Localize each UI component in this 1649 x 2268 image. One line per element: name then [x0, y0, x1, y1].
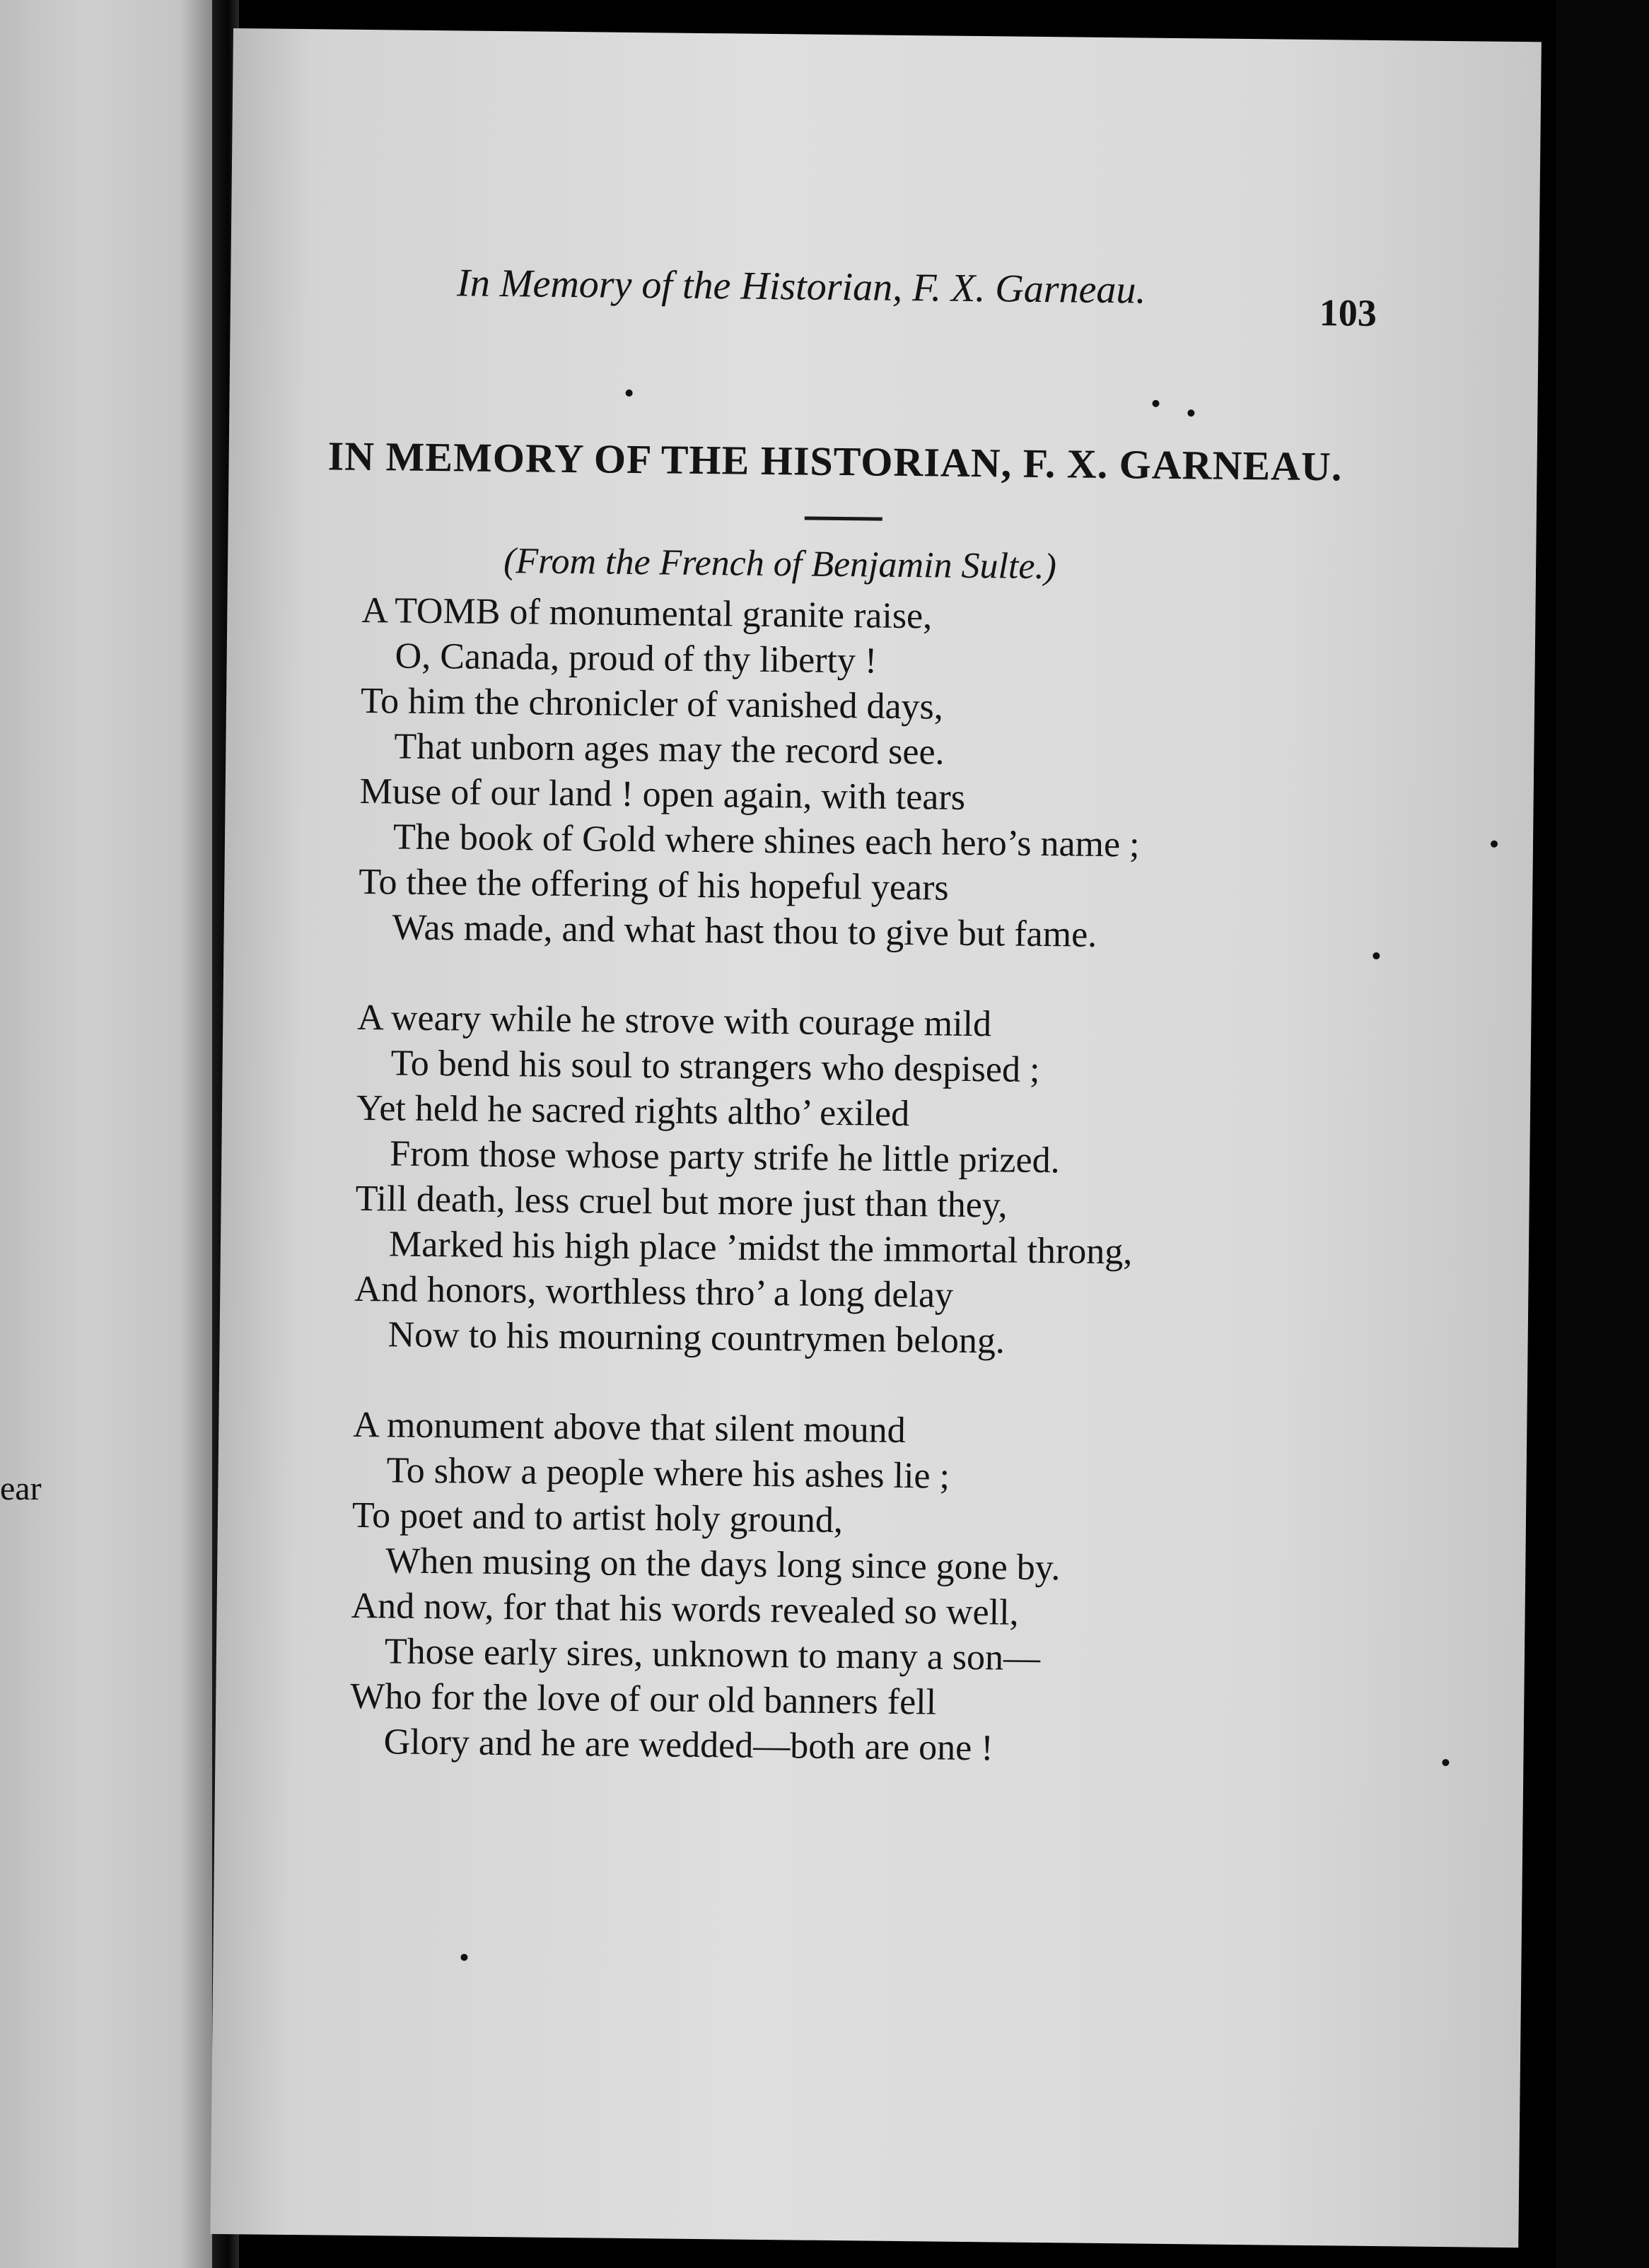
poem-line: O, Canada, proud of thy liberty ! — [395, 636, 878, 682]
poem-line: Till death, less cruel but more just than they, — [355, 1178, 1008, 1226]
poem-line: To thee the offering of his hopeful years — [359, 861, 949, 908]
poem-line: Was made, and what hast thou to give but fame. — [392, 907, 1097, 955]
ink-speck — [1491, 841, 1498, 848]
scan-border — [1556, 0, 1649, 2268]
ink-speck — [1152, 400, 1159, 407]
book-page — [210, 28, 1542, 2247]
poem-line: Glory and he are wedded—both are one ! — [383, 1722, 994, 1769]
poem-line: To show a people where his ashes lie ; — [386, 1450, 950, 1497]
poem-line: Now to his mourning countrymen belong. — [388, 1314, 1006, 1362]
ink-speck — [460, 1954, 467, 1961]
facing-page — [0, 0, 212, 2268]
poem-line: Who for the love of our old banners fell — [350, 1676, 937, 1723]
ink-speck — [1442, 1759, 1449, 1766]
title-rule — [805, 516, 882, 520]
poem-line: And now, for that his words revealed so well, — [351, 1585, 1019, 1633]
poem-line: From those whose party strife he little prized. — [390, 1133, 1060, 1181]
poem-line: A TOMB of monumental granite raise, — [361, 590, 933, 637]
poem-line: Muse of our land ! open again, with tears — [359, 771, 966, 818]
running-head: In Memory of the Historian, F. X. Garneau. — [456, 261, 1146, 312]
poem-line: Those early sires, unknown to many a son— — [384, 1631, 1041, 1679]
poem-line: That unborn ages may the record see. — [394, 726, 945, 773]
poem-body — [349, 588, 1352, 1820]
ink-speck — [1373, 952, 1380, 959]
poem-line: A monument above that silent mound — [353, 1404, 906, 1451]
poem-line: To poet and to artist holy ground, — [351, 1495, 844, 1541]
facing-page-text-fragment: ear — [0, 1470, 42, 1507]
poem-line: To bend his soul to strangers who despised ; — [390, 1043, 1040, 1091]
poem-title: IN MEMORY OF THE HISTORIAN, F. X. GARNEAU. — [327, 433, 1343, 490]
stanza-1 — [358, 588, 1351, 961]
page-number: 103 — [1319, 291, 1377, 334]
poem-attribution: (From the French of Benjamin Sulte.) — [503, 541, 1057, 588]
poem-line: And honors, worthless thro’ a long delay — [354, 1268, 954, 1316]
stanza-3 — [349, 1403, 1343, 1775]
poem-line: The book of Gold where shines each hero’s name ; — [392, 817, 1140, 865]
poem-line: A weary while he strove with courage mild — [357, 997, 992, 1045]
ink-speck — [626, 390, 633, 397]
poem-line: To him the chronicler of vanished days, — [360, 680, 944, 727]
poem-line: Marked his high place ’midst the immortal throng, — [388, 1224, 1133, 1273]
poem-line: When musing on the days long since gone by. — [385, 1541, 1061, 1589]
poem-line: Yet held he sacred rights altho’ exiled — [356, 1087, 910, 1135]
ink-speck — [1187, 409, 1194, 416]
stanza-2 — [354, 995, 1347, 1368]
